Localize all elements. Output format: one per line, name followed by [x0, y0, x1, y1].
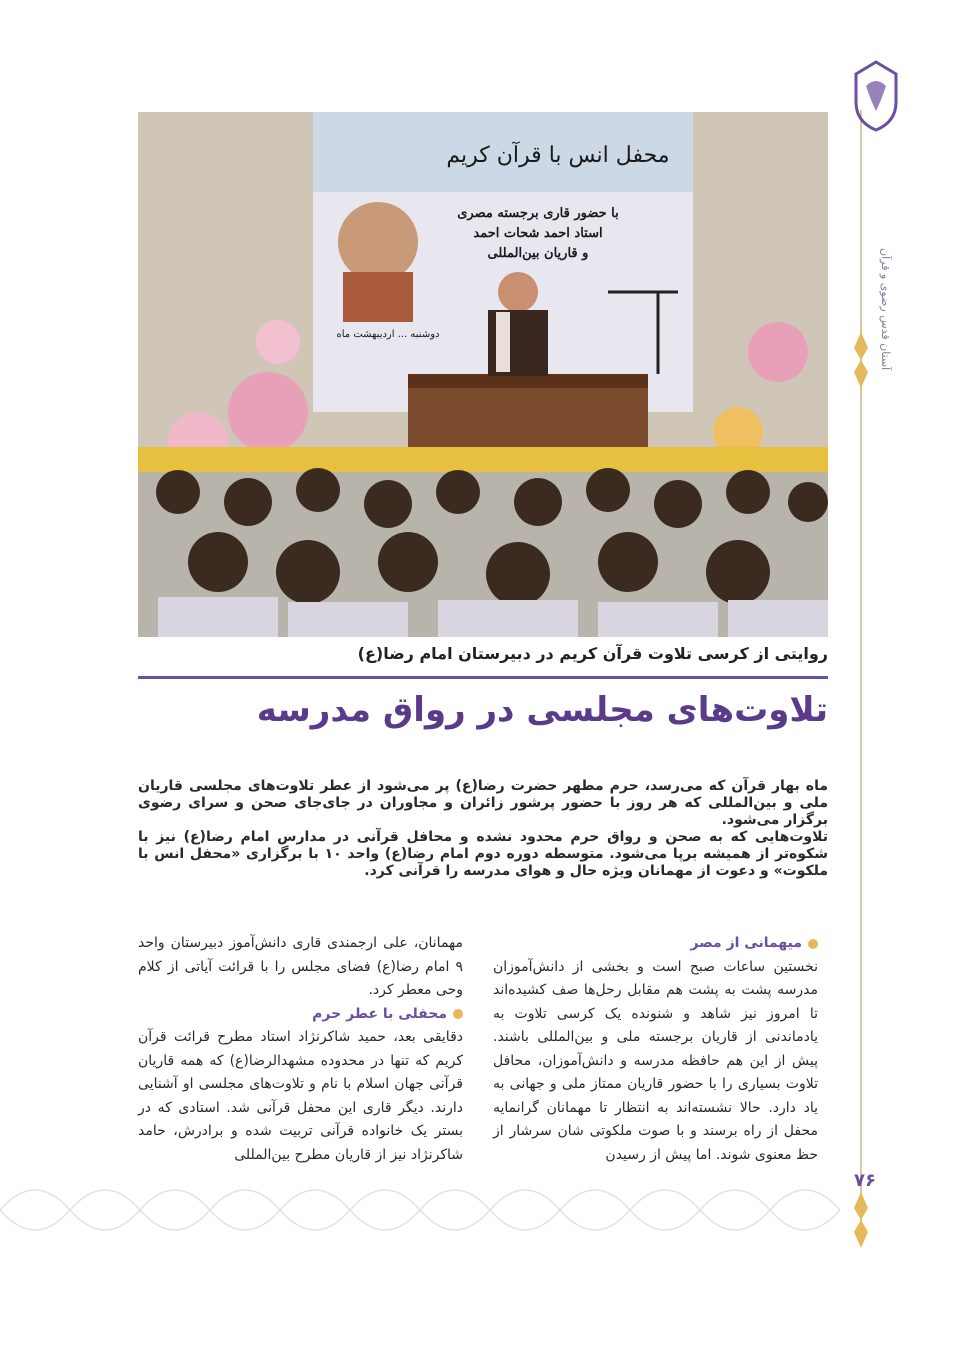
event-photo	[138, 112, 828, 637]
footer-pattern	[0, 1170, 840, 1250]
section-subhead	[138, 1003, 463, 1027]
bullet-icon	[453, 1009, 463, 1019]
banner-line-3: و قاریان بین‌المللی	[487, 246, 589, 261]
banner-line-1: با حضور قاری برجسته مصری	[457, 206, 619, 221]
body-paragraph: دقایقی بعد، حمید شاکرنژاد استاد مطرح قرائت قرآن کریم که تنها در محدوده مشهدالرضا(ع) که همه قاریان قرآنی جهان اسلام با نام و تلاوت‌های مجلسی او آشنایی دارند. دیگر قاری این محفل قرآنی شد. استادی که در بستر یک خانواده قرآنی تربیت شده و برادرش، حامد شاکرنژاد نیز از قاریان مطرح بین‌المللی	[138, 1029, 463, 1163]
divider	[138, 676, 828, 679]
lead-paragraph: ماه بهار قرآن که می‌رسد، حرم مطهر حضرت رضا(ع) پر می‌شود از عطر تلاوت‌های مجلسی قاریان ملی و بین‌المللی که هر روز با حضور پرشور زائران و مجاوران در جای‌جای صحن و سرای رضوی برگزار می‌شود.	[138, 778, 828, 828]
side-text: آستان قدس رضوی و قرآن	[879, 247, 892, 370]
article-lead	[138, 778, 828, 880]
section-subhead	[493, 932, 818, 956]
banner-line-2: استاد احمد شحات احمد	[473, 226, 603, 241]
subhead-text: محفلی با عطر حرم	[312, 1005, 447, 1022]
page-number: ۷۶	[854, 1170, 876, 1191]
article-headline: تلاوت‌های مجلسی در رواق مدرسه	[256, 690, 828, 730]
ornament-icon	[846, 330, 876, 390]
subhead-text: میهمانی از مصر	[690, 935, 802, 951]
ornament-icon	[846, 1190, 876, 1250]
banner-title: محفل انس با قرآن کریم	[446, 143, 670, 168]
left-column	[138, 932, 463, 1167]
lead-paragraph: تلاوت‌هایی که به صحن و رواق حرم محدود نشده و محافل قرآنی در مدارس امام رضا(ع) نیز با شکوه‌تر از همیشه برپا می‌شود. متوسطه دوره دوم امام رضا(ع) واحد ۱۰ با برگزاری «محفل انس با ملکوت» و دعوت از مهمانان ویژه حال و هوای مدرسه را قرآنی کرد.	[138, 829, 828, 879]
body-paragraph: مهمانان، علی ارجمندی قاری دانش‌آموز دبیرستان واحد ۹ امام رضا(ع) فضای مجلس را با قرائت آیاتی از کلام وحی معطر کرد.	[138, 935, 463, 998]
bullet-icon	[808, 939, 818, 949]
side-rule	[860, 110, 862, 1240]
right-column	[493, 932, 818, 1167]
photo-caption: روایتی از کرسی تلاوت قرآن کریم در دبیرستان امام رضا(ع)	[357, 644, 828, 663]
banner-line-4: دوشنبه ... اردیبهشت ماه	[336, 329, 440, 340]
body-paragraph: نخستین ساعات صبح است و بخشی از دانش‌آموزان مدرسه پشت به پشت هم مقابل رحل‌ها صف کشیده‌اند تا امروز نیز شاهد و شنونده یک کرسی تلاوت به یادماندنی از قاریان برجسته ملی و بین‌المللی باشند. پیش از این هم حافظه مدرسه و دانش‌آموزان، محافل تلاوت بسیاری را با حضور قاریان ممتاز ملی و جهانی به یاد دارد. حالا نشسته‌اند به انتظار تا مهمانان گرانمایه محفل از راه برسند و با صوت ملکوتی شان سرشار از حظ معنوی شوند. اما پیش از رسیدن	[493, 958, 818, 1163]
magazine-logo	[836, 56, 916, 136]
